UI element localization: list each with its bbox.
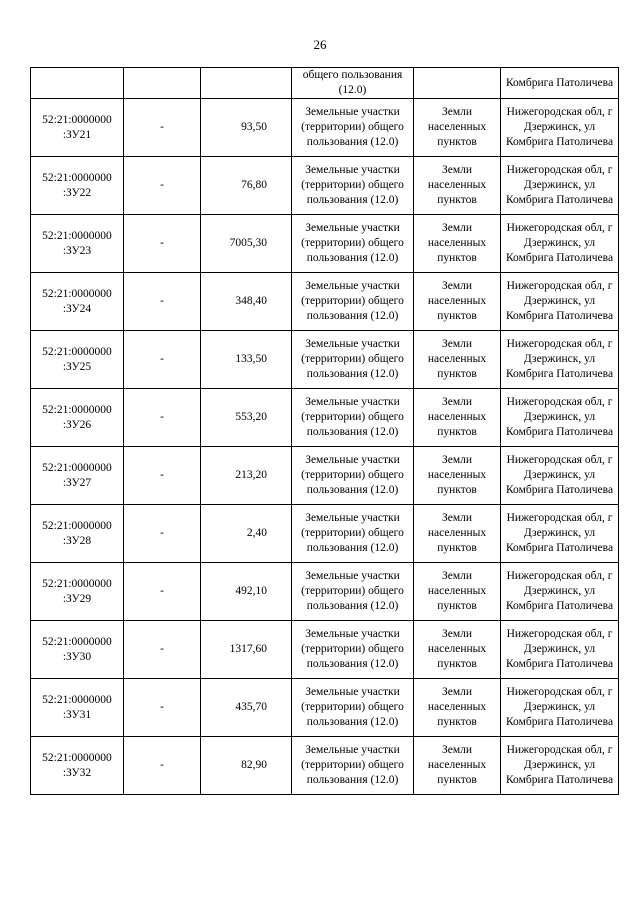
plot-id-line1: 52:21:0000000 <box>42 519 112 532</box>
category-cell: Земли населенных пунктов <box>414 737 501 795</box>
plot-id-line2: :ЗУ28 <box>62 534 92 547</box>
usage-cell: Земельные участки (территории) общего пользования (12.0) <box>292 273 414 331</box>
usage-cell: Земельные участки (территории) общего пользования (12.0) <box>292 331 414 389</box>
table-row <box>31 331 619 389</box>
usage-cell: Земельные участки (территории) общего пользования (12.0) <box>292 447 414 505</box>
area-cell: 1317,60 <box>201 621 292 679</box>
address-cell: Нижегородская обл, г Дзержинск, ул Комбрига Патоличева <box>501 447 619 505</box>
plot-id-line1: 52:21:0000000 <box>42 751 112 764</box>
address-cell: Комбрига Патоличева <box>501 68 619 99</box>
table-row <box>31 157 619 215</box>
plot-id-line2: :ЗУ24 <box>62 302 92 315</box>
plot-id-line2: :ЗУ31 <box>62 708 92 721</box>
plot-id-line2: :ЗУ25 <box>62 360 92 373</box>
plot-id-line2: :ЗУ27 <box>62 476 92 489</box>
usage-cell: Земельные участки (территории) общего пользования (12.0) <box>292 679 414 737</box>
area-cell: 553,20 <box>201 389 292 447</box>
plot-id-line2: :ЗУ23 <box>62 244 92 257</box>
address-cell: Нижегородская обл, г Дзержинск, ул Комбрига Патоличева <box>501 99 619 157</box>
address-cell: Нижегородская обл, г Дзержинск, ул Комбрига Патоличева <box>501 389 619 447</box>
plot-id-cell <box>31 68 124 99</box>
plot-id-line1: 52:21:0000000 <box>42 577 112 590</box>
plot-id-line1: 52:21:0000000 <box>42 461 112 474</box>
plot-id-cell <box>31 563 124 621</box>
plot-id-cell <box>31 679 124 737</box>
dash-cell: - <box>124 505 201 563</box>
category-cell: Земли населенных пунктов <box>414 331 501 389</box>
usage-cell: Земельные участки (территории) общего пользования (12.0) <box>292 505 414 563</box>
category-cell: Земли населенных пунктов <box>414 273 501 331</box>
dash-cell: - <box>124 331 201 389</box>
usage-cell: общего пользования (12.0) <box>292 68 414 99</box>
table-body <box>31 68 619 795</box>
dash-cell: - <box>124 621 201 679</box>
table-row <box>31 621 619 679</box>
page-number: 26 <box>313 37 327 52</box>
dash-cell: - <box>124 563 201 621</box>
usage-cell: Земельные участки (территории) общего пользования (12.0) <box>292 563 414 621</box>
table-row <box>31 505 619 563</box>
area-cell: 2,40 <box>201 505 292 563</box>
category-cell: Земли населенных пунктов <box>414 505 501 563</box>
usage-cell: Земельные участки (территории) общего пользования (12.0) <box>292 157 414 215</box>
category-cell: Земли населенных пунктов <box>414 99 501 157</box>
area-cell: 492,10 <box>201 563 292 621</box>
category-cell: Земли населенных пунктов <box>414 215 501 273</box>
plot-id-line2: :ЗУ22 <box>62 186 92 199</box>
address-cell: Нижегородская обл, г Дзержинск, ул Комбрига Патоличева <box>501 331 619 389</box>
plot-id-cell <box>31 447 124 505</box>
address-cell: Нижегородская обл, г Дзержинск, ул Комбрига Патоличева <box>501 505 619 563</box>
area-cell: 348,40 <box>201 273 292 331</box>
address-cell: Нижегородская обл, г Дзержинск, ул Комбрига Патоличева <box>501 273 619 331</box>
table-row <box>31 215 619 273</box>
category-cell: Земли населенных пунктов <box>414 157 501 215</box>
table-row <box>31 447 619 505</box>
area-cell: 435,70 <box>201 679 292 737</box>
category-cell: Земли населенных пунктов <box>414 563 501 621</box>
plot-id-line2: :ЗУ26 <box>62 418 92 431</box>
dash-cell: - <box>124 389 201 447</box>
plot-id-cell <box>31 273 124 331</box>
usage-cell: Земельные участки (территории) общего пользования (12.0) <box>292 389 414 447</box>
land-plots-table <box>30 67 619 795</box>
table-row <box>31 737 619 795</box>
dash-cell: - <box>124 157 201 215</box>
table-row <box>31 679 619 737</box>
dash-cell: - <box>124 679 201 737</box>
dash-cell: - <box>124 737 201 795</box>
usage-cell: Земельные участки (территории) общего пользования (12.0) <box>292 621 414 679</box>
area-cell <box>201 68 292 99</box>
category-cell: Земли населенных пунктов <box>414 621 501 679</box>
address-cell: Нижегородская обл, г Дзержинск, ул Комбрига Патоличева <box>501 157 619 215</box>
plot-id-line2: :ЗУ32 <box>62 766 92 779</box>
plot-id-cell <box>31 621 124 679</box>
dash-cell: - <box>124 99 201 157</box>
dash-cell: - <box>124 447 201 505</box>
category-cell <box>414 68 501 99</box>
area-cell: 133,50 <box>201 331 292 389</box>
address-cell: Нижегородская обл, г Дзержинск, ул Комбрига Патоличева <box>501 563 619 621</box>
plot-id-cell <box>31 331 124 389</box>
plot-id-line2: :ЗУ30 <box>62 650 92 663</box>
table-row <box>31 273 619 331</box>
plot-id-line2: :ЗУ21 <box>62 128 92 141</box>
plot-id-cell <box>31 505 124 563</box>
address-cell: Нижегородская обл, г Дзержинск, ул Комбрига Патоличева <box>501 679 619 737</box>
table-row <box>31 563 619 621</box>
address-cell: Нижегородская обл, г Дзержинск, ул Комбрига Патоличева <box>501 215 619 273</box>
plot-id-cell <box>31 737 124 795</box>
plot-id-line1: 52:21:0000000 <box>42 345 112 358</box>
area-cell: 7005,30 <box>201 215 292 273</box>
address-cell: Нижегородская обл, г Дзержинск, ул Комбрига Патоличева <box>501 737 619 795</box>
category-cell: Земли населенных пунктов <box>414 679 501 737</box>
category-cell: Земли населенных пунктов <box>414 447 501 505</box>
dash-cell: - <box>124 273 201 331</box>
dash-cell <box>124 68 201 99</box>
plot-id-line1: 52:21:0000000 <box>42 113 112 126</box>
plot-id-cell <box>31 215 124 273</box>
plot-id-line1: 52:21:0000000 <box>42 287 112 300</box>
plot-id-line2: :ЗУ29 <box>62 592 92 605</box>
address-cell: Нижегородская обл, г Дзержинск, ул Комбрига Патоличева <box>501 621 619 679</box>
plot-id-cell <box>31 389 124 447</box>
plot-id-cell <box>31 99 124 157</box>
dash-cell: - <box>124 215 201 273</box>
category-cell: Земли населенных пунктов <box>414 389 501 447</box>
plot-id-cell <box>31 157 124 215</box>
table-row <box>31 99 619 157</box>
area-cell: 82,90 <box>201 737 292 795</box>
usage-cell: Земельные участки (территории) общего пользования (12.0) <box>292 99 414 157</box>
table-row-continued <box>31 68 619 99</box>
area-cell: 93,50 <box>201 99 292 157</box>
table-row <box>31 389 619 447</box>
area-cell: 76,80 <box>201 157 292 215</box>
usage-cell: Земельные участки (территории) общего пользования (12.0) <box>292 737 414 795</box>
area-cell: 213,20 <box>201 447 292 505</box>
plot-id-line1: 52:21:0000000 <box>42 229 112 242</box>
plot-id-line1: 52:21:0000000 <box>42 693 112 706</box>
plot-id-line1: 52:21:0000000 <box>42 635 112 648</box>
usage-cell: Земельные участки (территории) общего пользования (12.0) <box>292 215 414 273</box>
plot-id-line1: 52:21:0000000 <box>42 403 112 416</box>
plot-id-line1: 52:21:0000000 <box>42 171 112 184</box>
